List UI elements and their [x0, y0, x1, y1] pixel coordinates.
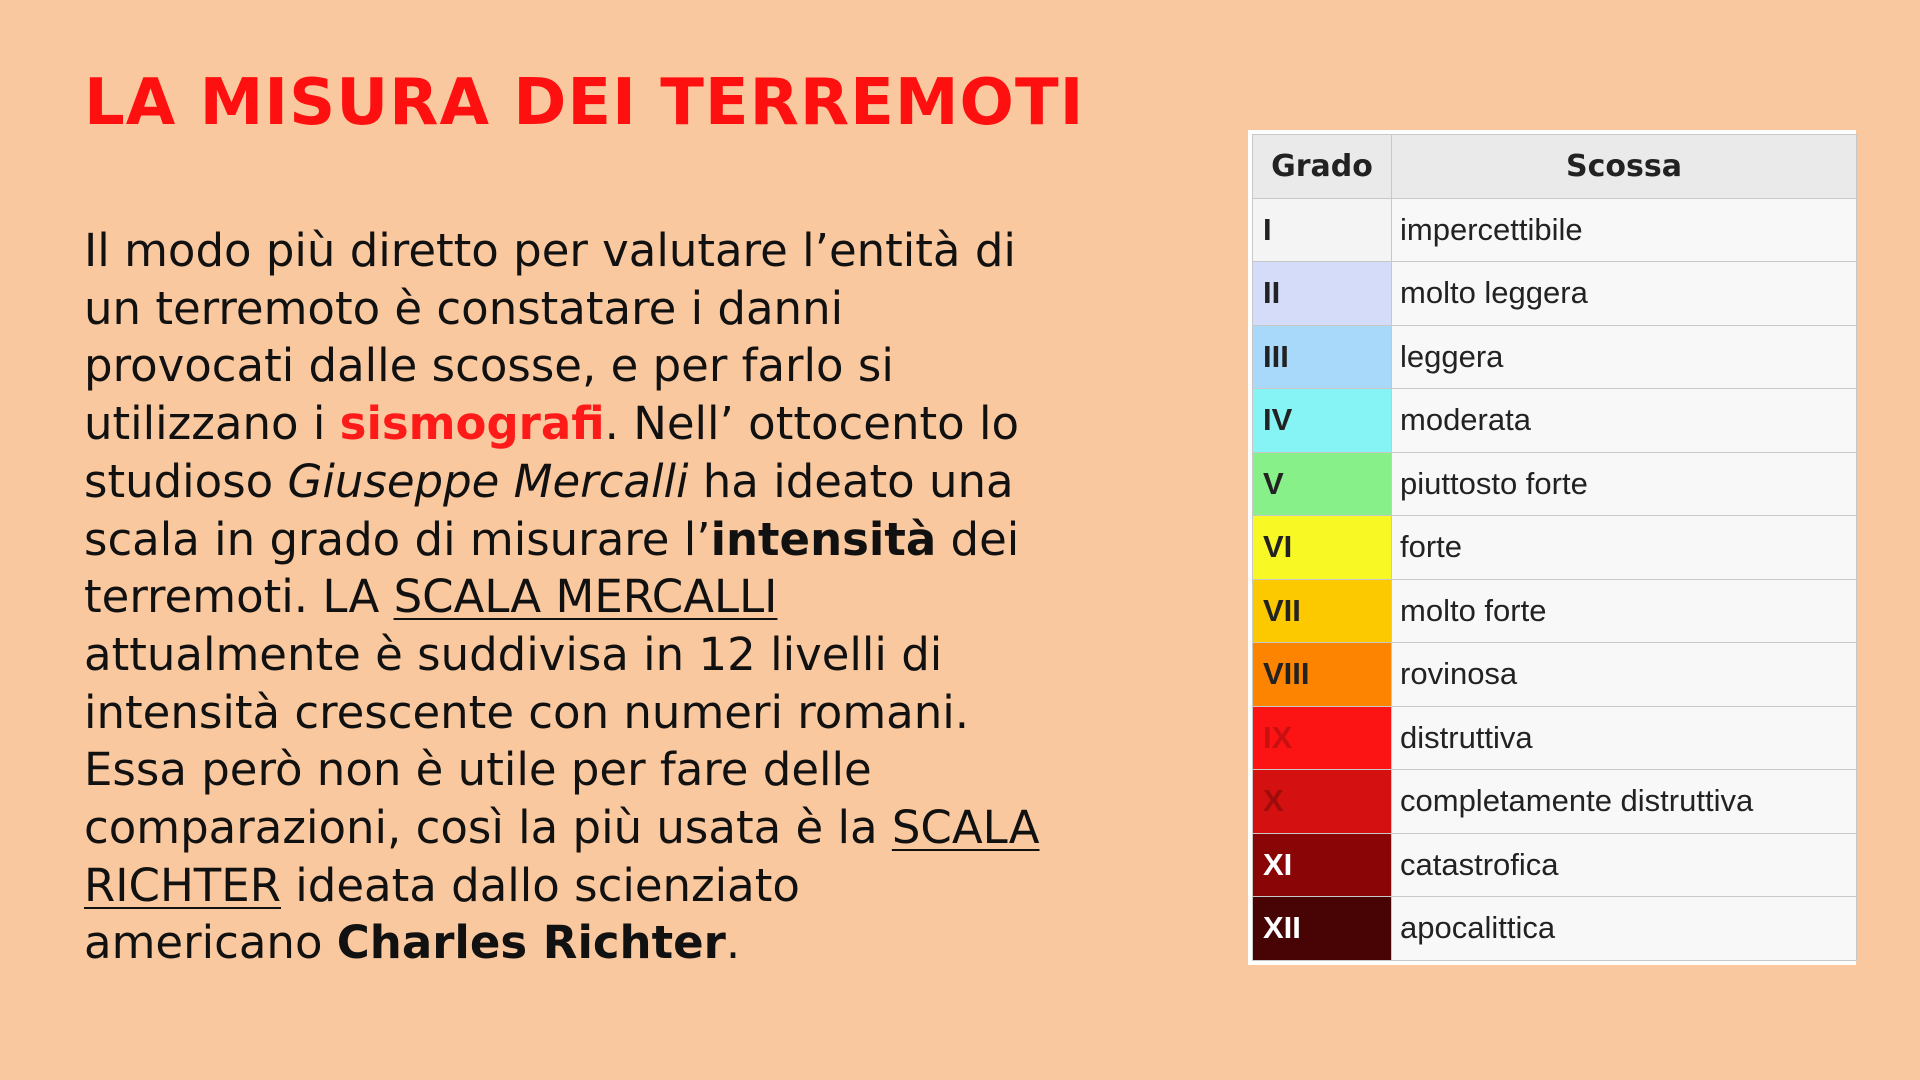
- text-line: intensità crescente con numeri romani.: [84, 685, 970, 739]
- grade-cell: VIII: [1253, 643, 1392, 707]
- table-row: [1253, 452, 1857, 516]
- table-row: [1253, 579, 1857, 643]
- text-line: Il modo più diretto per valutare l’entità di: [84, 224, 1016, 277]
- text-line: utilizzano i sismografi. Nell’ ottocento lo: [84, 397, 1019, 451]
- description-cell: apocalittica: [1392, 897, 1857, 961]
- description-cell: piuttosto forte: [1392, 452, 1857, 516]
- grade-cell: III: [1253, 325, 1392, 389]
- table-header-row: [1253, 135, 1857, 199]
- grade-cell: VI: [1253, 516, 1392, 580]
- table-row: [1253, 262, 1857, 326]
- grade-cell: XII: [1253, 897, 1392, 961]
- mercalli-scale-table: [1252, 134, 1857, 961]
- table-row: [1253, 643, 1857, 707]
- description-cell: leggera: [1392, 325, 1857, 389]
- table-row: [1253, 325, 1857, 389]
- description-cell: moderata: [1392, 389, 1857, 453]
- grade-cell: II: [1253, 262, 1392, 326]
- table-row: [1253, 706, 1857, 770]
- table-row: [1253, 833, 1857, 897]
- table-row: [1253, 770, 1857, 834]
- underline-richter: RICHTER: [84, 858, 281, 912]
- text-line: terremoti. LA SCALA MERCALLI: [84, 570, 778, 624]
- text-line: Essa però non è utile per fare delle: [84, 743, 872, 797]
- mercalli-table-image: [1248, 130, 1856, 965]
- description-cell: impercettibile: [1392, 198, 1857, 262]
- text-line: americano Charles Richter.: [84, 916, 741, 970]
- text-line: RICHTER ideata dallo scienziato: [84, 858, 800, 912]
- underline-scala: SCALA: [891, 801, 1040, 855]
- description-cell: catastrofica: [1392, 833, 1857, 897]
- page-title: LA MISURA DEI TERREMOTI: [84, 66, 1085, 140]
- description-cell: molto forte: [1392, 579, 1857, 643]
- highlight-sismografi: sismografi: [339, 397, 605, 451]
- text-line: scala in grado di misurare l’intensità dei: [84, 512, 1020, 566]
- header-scossa: Scossa: [1392, 135, 1857, 199]
- table-row: [1253, 897, 1857, 961]
- header-grado: Grado: [1253, 135, 1392, 199]
- bold-intensita: intensità: [710, 512, 937, 566]
- bold-charles-richter: Charles Richter: [336, 916, 726, 970]
- italic-mercalli: Giuseppe Mercalli: [287, 454, 689, 508]
- grade-cell: V: [1253, 452, 1392, 516]
- grade-cell: IX: [1253, 706, 1392, 770]
- description-cell: completamente distruttiva: [1392, 770, 1857, 834]
- grade-cell: IV: [1253, 389, 1392, 453]
- text-line: provocati dalle scosse, e per farlo si: [84, 339, 894, 393]
- grade-cell: VII: [1253, 579, 1392, 643]
- underline-scala-mercalli: SCALA MERCALLI: [393, 570, 778, 624]
- table-row: [1253, 198, 1857, 262]
- text-line: comparazioni, così la più usata è la SCALA: [84, 801, 1040, 855]
- description-cell: rovinosa: [1392, 643, 1857, 707]
- text-line: un terremoto è constatare i danni: [84, 281, 844, 335]
- grade-cell: I: [1253, 198, 1392, 262]
- body-paragraph: [84, 222, 1144, 972]
- table-row: [1253, 516, 1857, 580]
- text-line: studioso Giuseppe Mercalli ha ideato una: [84, 454, 1014, 508]
- description-cell: molto leggera: [1392, 262, 1857, 326]
- table-row: [1253, 389, 1857, 453]
- text-line: attualmente è suddivisa in 12 livelli di: [84, 627, 943, 681]
- grade-cell: XI: [1253, 833, 1392, 897]
- grade-cell: X: [1253, 770, 1392, 834]
- description-cell: forte: [1392, 516, 1857, 580]
- description-cell: distruttiva: [1392, 706, 1857, 770]
- table-body: [1253, 198, 1857, 960]
